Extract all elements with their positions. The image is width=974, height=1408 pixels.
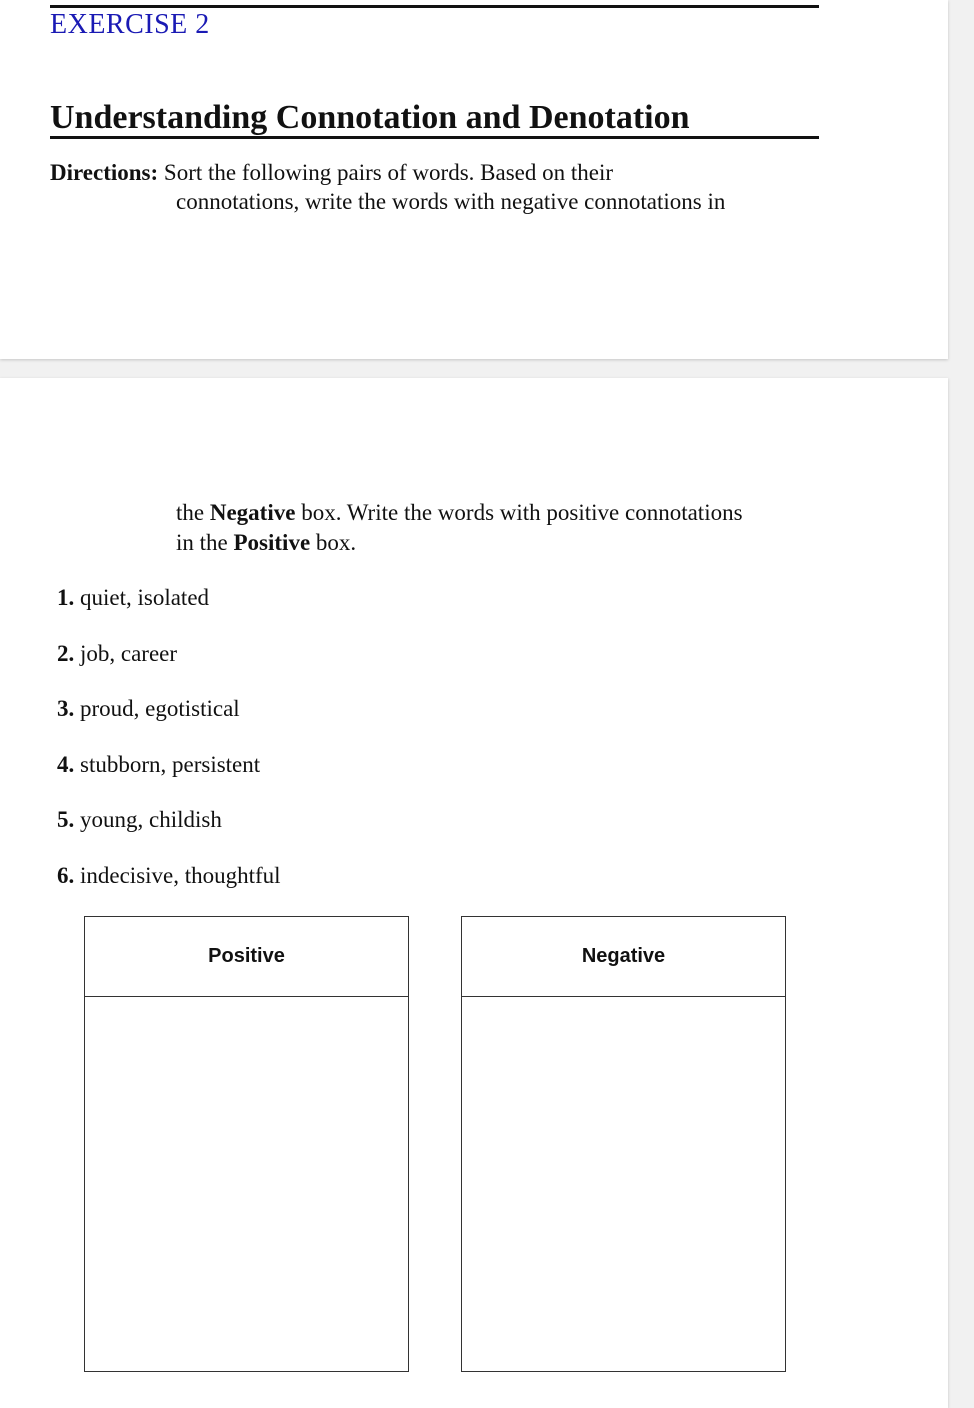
list-item: 6. indecisive, thoughtful (57, 862, 281, 888)
directions-label: Directions: (50, 160, 159, 185)
negative-box (461, 916, 786, 1372)
exercise-title: Understanding Connotation and Denotation (50, 99, 690, 136)
positive-keyword: Positive (233, 530, 311, 555)
directions-line-3: the Negative box. Write the words with positive connotations (176, 500, 743, 525)
list-item: 3. proud, egotistical (57, 696, 240, 722)
list-item: 1. quiet, isolated (57, 585, 210, 610)
directions-line-2: connotations, write the words with negative connotations in (176, 189, 726, 214)
negative-box-header: Negative (462, 917, 785, 997)
positive-box-header: Positive (85, 917, 408, 997)
word-pair-list (57, 583, 281, 917)
directions-continued (176, 498, 743, 558)
page-2 (0, 378, 948, 1408)
list-item: 5. young, childish (57, 807, 222, 833)
page-1 (0, 0, 948, 359)
negative-box-answer-area[interactable] (462, 997, 785, 1371)
list-item: 2. job, career (57, 640, 178, 666)
directions-text-1: Sort the following pairs of words. Based on their (163, 160, 613, 185)
negative-keyword: Negative (209, 500, 296, 525)
positive-box (84, 916, 409, 1372)
exercise-label: EXERCISE 2 (50, 9, 210, 40)
list-item: 4. stubborn, persistent (57, 751, 261, 777)
directions-line-4: in the Positive box. (176, 530, 357, 555)
positive-box-answer-area[interactable] (85, 997, 408, 1371)
directions-line-1 (50, 158, 613, 187)
title-rule (50, 136, 819, 139)
